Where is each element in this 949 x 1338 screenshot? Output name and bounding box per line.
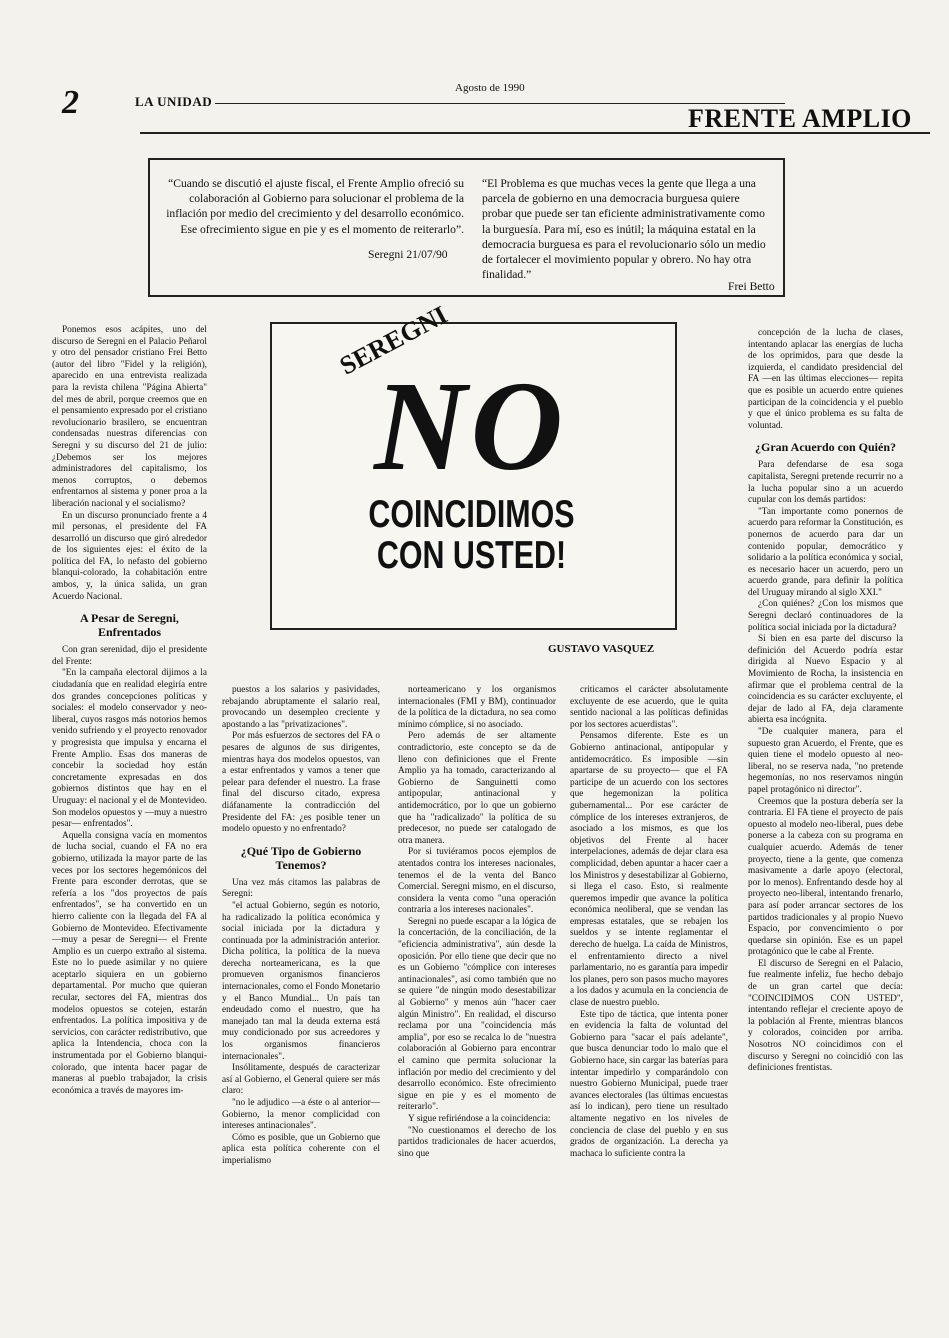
paragraph: Pero además de ser altamente contradictorio, este concepto se da de lleno con definiciones que el Frente Amplio ya ha tomado, caracterizando al Gobierno de Sanguinetti como antipopular, antinacional y antidemocrático, por lo que un gobierno que ha "radicalizado" la política de su predecesor, no puede ser catalogado de otra manera.: [398, 731, 556, 846]
paragraph: puestos a los salarios y pasividades, rebajando abruptamente el salario real, provocando un desempleo creciente y apostando a las "privatizaciones".: [222, 685, 380, 730]
article-column-2: [222, 685, 380, 1168]
page-number: 2: [62, 84, 79, 121]
paragraph: "Tan importante como ponernos de acuerdo para reformar la Constitución, es ponernos de acuerdo para dar un contenido popular, democrático y solidario a la política económica y social, es necesario hacer un acuerdo, pero un acuerdo grande, para definir la política del Uruguay mirando al siglo XXI.": [748, 506, 903, 598]
paragraph: criticamos el carácter absolutamente excluyente de ese acuerdo, que le quita sentido nacional a las políticas definidas por los sectores acuerdistas".: [570, 685, 728, 730]
quote-betto-attribution: Frei Betto: [728, 280, 775, 293]
issue-date: Agosto de 1990: [455, 82, 525, 94]
headline-subline: [314, 494, 628, 576]
paragraph: Seregni no puede escapar a la lógica de la concertación, de la conciliación, de la "eficiencia administrativa", aún desde la oposición. Por ello tiene que decir que no es un Gobierno "cómplice con intereses antinacionales", así como también que no se quiere "de ningún modo desestabilizar al Gobierno" y menos aún "hacer caer algún Ministro". En realidad, el discurso reclama por una "coincidencia más amplia", por eso se recalca lo de "nuestra colaboración al Gobierno para encontrar el camino que permita solucionar la inflación por medio del crecimiento y del desarrollo económico. Este ofrecimiento sigue en pie y es el momento de reiterarlo".: [398, 916, 556, 1113]
quote-betto: “El Problema es que muchas veces la gente que llega a una parcela de gobierno en una democracia burguesa quiere probar que puede ser tan eficiente administrativamente como la burguesía. Para mí, eso es inútil; la máquina estatal en la democracia burguesa es para el revolucionario sólo un medio de fortalecer el movimiento popular y obrero. No hay otra finalidad.”: [482, 177, 766, 282]
article-column-1: [52, 325, 207, 1097]
headline-line-3: CON USTED!: [376, 534, 567, 577]
paragraph: "De cualquier manera, para el supuesto gran Acuerdo, el Frente, que es quien tiene el modelo opuesto al neo-liberal, no se reserva nada, "no pretende hegemonías, no nos reservamos ningún papel protagónico ni director".: [748, 727, 903, 795]
paragraph: Cómo es posible, que un Gobierno que aplica esta política coherente con el imperialismo: [222, 1132, 380, 1166]
newspaper-name: LA UNIDAD: [135, 94, 213, 109]
paragraph: "el actual Gobierno, según es notorio, ha radicalizado la política económica y social iniciada por la dictadura y continuada por la administración anterior. Dicha política, la política de la nueva derecha norteamericana, es la que promueven organismos financieros internacionales, como el Fondo Monetario y el Banco Mundial... Un país tan endeudado como el nuestro, que ha manejado tan mal la deuda externa está muy condicionado por sus acreedores y los organismos financieros internacionales".: [222, 900, 380, 1062]
paragraph: Ponemos esos acápites, uno del discurso de Seregni en el Palacio Peñarol y otro del pensador cristiano Frei Betto (autor del libro "Fidel y la religión), aparecido en una entrevista realizada para la revista chilena "Página Abierta" del mes de abril, porque creemos que en el pensamiento expresado por el cristiano revolucionario brasilero, se encuentran condensadas nuestras diferencias con Seregni y su discurso del 21 de julio: ¿Debemos ser los mejores administradores del capitalismo, los menos corruptos, o debemos enfrentarnos al sistema y poner proa a la liberación nacional y el socialismo?: [52, 325, 207, 509]
paragraph: Por más esfuerzos de sectores del FA o pesares de algunos de sus dirigentes, mientras haya dos modelos opuestos, van a estar enfrentados y vamos a tener que pelear para defender el nuestro. La frase final del discurso citado, expresa diáfanamente la contradicción del Presidente del FA: ¿es posible tener un modelo opuesto y no enfrentado?: [222, 731, 380, 835]
paragraph: Y sigue refiriéndose a la coincidencia:: [408, 1113, 551, 1124]
paragraph: Pensamos diferente. Este es un Gobierno antinacional, antipopular y antidemocrático. Es imposible —sin apartarse de su proyecto— que el FA participe de un acuerdo con los sectores que hegemonizan la política gubernamental... Por ese carácter de cómplice de los intereses extranjeros, de asociado a los mismos, es que los objetivos del Frente al hacer interpelaciones, además de dejar clara esa complicidad, deben apuntar a hacer caer a los Ministros y desestabilizar al Gobierno, si llega el caso. Esto, si realmente queremos impedir que avance la política económica neoliberal, que se vendan las empresas estatales, que se rebajen los sueldos y se intente reglamentar el derecho de huelga. La caída de Ministros, el enfrentamiento directo a nivel parlamentario, no es garantía para impedir los planes, pero son pasos mucho mayores a los dados y acumula en la conciencia de clase de nuestro pueblo.: [570, 731, 728, 1009]
paragraph: "No cuestionamos el derecho de los partidos tradicionales de hacer acuerdos, sino que: [398, 1125, 556, 1159]
author-byline: GUSTAVO VASQUEZ: [548, 643, 655, 655]
headline-line-2: COINCIDIMOS: [368, 493, 575, 536]
paragraph: Para defendarse de esa soga capitalista, Seregni pretende recurrir no a la lucha popular sino a un acuerdo cupular con los demás partidos:: [748, 460, 903, 506]
paragraph: "En la campaña electoral dijimos a la ciudadanía que en realidad elegiría entre dos grandes concepciones políticas y sociales: el modelo conservador y neo-liberal, cuyos rasgos más notorios hemos venido sufriendo y el proyecto renovador y progresista que impulsa y encarna el Frente Amplio. Esas dos maneras de concebir la sociedad hoy están concretamente expresadas en dos gobiernos distintos que hay en el Uruguay: el nacional y el de Montevideo. Son modelos opuestos y —muy a nuestro pesar— enfrentados".: [52, 668, 207, 830]
section-rule: [140, 132, 930, 134]
paragraph: "no le adjudico —a éste o al anterior— Gobierno, la menor complicidad con intereses antinacionales".: [222, 1098, 380, 1132]
subheading: ¿Qué Tipo de Gobierno Tenemos?: [240, 843, 362, 872]
quote-seregni: “Cuando se discutió el ajuste fiscal, el Frente Amplio ofreció su colaboración al Gobierno para solucionar el problema de la inflación por medio del crecimiento y del desarrollo económico. Ese ofrecimiento sigue en pie y es el momento de reiterarlo”.: [166, 177, 464, 236]
paragraph: Una vez más citamos las palabras de Seregni:: [222, 877, 380, 900]
paragraph: Creemos que la postura debería ser la contraria. El FA tiene el proyecto de país opuesto al modelo neo-liberal, pues debe ponerse a la cabeza con su programa en cualquier acuerdo. Además de tener proyecto, tiene a la gente, que comenza masivamente a darle apoyo (electoral, por lo menos). Enfrentando desde hoy al proyecto neo-liberal, intentando frenarlo, para así poder arrancar sectores de los partidos tradicionales y al propio Nuevo Espacio, por convencimiento o por quedarse sin opinión. Ese es un papel protagónico que le cabe al Frente.: [748, 796, 903, 958]
article-column-4: [570, 685, 728, 1160]
subheading: A Pesar de Seregni, Enfrentados: [80, 611, 179, 640]
section-title: FRENTE AMPLIO: [688, 104, 912, 133]
paragraph: norteamericano y los organismos internacionales (FMI y BM), continuador de la política de la dictadura, no sea como mínimo cómplice, si no asociado.: [398, 685, 556, 730]
paragraph: Insólitamente, después de caracterizar así al Gobierno, el General quiere ser más claro:: [222, 1063, 380, 1097]
paragraph: Aquella consigna vacía en momentos de lucha social, cuando el FA no era gobierno, utilizada la mayor parte de las veces por los sectores hegemónicos del Frente para esconder derrotas, que se refería a los "dos proyectos de país enfrentados", se ha convertido en un hierro caliente con la llegada del FA al Gobierno de Montevideo. Efectivamente —muy a pesar de Seregni— el Frente Amplio es un cuerpo extraño al sistema. Este no lo puede asimilar y no quiere aceptarlo siquiera en un gobierno departamental. Por mucho que quieran recular, sectores del FA, mientras dos modelos opuestos se cotejen, estarán enfrentados. La política impositiva y de servicios, con carácter redistributivo, que aplica la Intendencia, choca con la instrumentada por el Gobierno blanqui-colorado, que intenta hacer pagar de maneras al pueblo trabajador, la crisis económica a través de mayores im-: [52, 830, 207, 1096]
paragraph: En un discurso pronunciado frente a 4 mil personas, el presidente del FA desarrolló un discurso que giró alrededor de los siguientes ejes: el éxito de la política del FA, lo nefasto del gobierno blanqui-colorado, la cohabitación entre ambos, y, la única salida, un gran Acuerdo Nacional.: [52, 510, 207, 602]
subheading: ¿Gran Acuerdo con Quién?: [754, 440, 896, 455]
article-column-3: [398, 685, 556, 1160]
headline-main: NO: [374, 355, 567, 497]
article-column-5: [748, 328, 903, 1075]
quote-seregni-attribution: Seregni 21/07/90: [368, 248, 448, 261]
paragraph: Este tipo de táctica, que intenta poner en evidencia la falta de voluntad del Gobierno para "sacar el país adelante", que busca denunciar todo lo malo que el Gobierno hace, sin cargar las baterías para intentar impedirlo y comparándolo con nuestro Gobierno Municipal, puede traer avances electorales (las últimas encuestas así lo indican), pero tiene un resultado altamente negativo en los niveles de conciencia de clase del pueblo y en sus grados de organización. La derecha ya machaca lo suficiente contra la: [570, 1009, 728, 1159]
headline-kicker: SEREGNI: [335, 300, 452, 381]
paragraph: Si bien en esa parte del discurso la definición del Acuerdo podría estar dirigida al Nuevo Espacio y al Movimiento de Rocha, la insistencia en afirmar que el problema central de la coincidencia es su carácter excluyente, el dejar de lado al FA, deja claramente abierta esa incógnita.: [748, 634, 903, 726]
paragraph: Por si tuviéramos pocos ejemplos de atentados contra los intereses nacionales, tenemos el de la venta del Banco Comercial. Seregni mismo, en el discurso, considera la venta como "una operación contraria a los intereses nacionales".: [398, 847, 556, 916]
paragraph: El discurso de Seregni en el Palacio, fue realmente infeliz, fue hecho debajo de un gran cartel que decía: "COINCIDIMOS CON USTED", intentando reflejar el creciente apoyo de la población al Frente, mientras blancos y colorados, coinciden por arriba. Nosotros NO coincidimos con el discurso y Seregni no coincidió con las definiciones frentistas.: [748, 958, 903, 1074]
paragraph: Con gran serenidad, dijo el presidente del Frente:: [52, 645, 207, 667]
paragraph: concepción de la lucha de clases, intentando aplacar las energías de lucha de los oprimidos, para que desde la izquierda, el candidato presidencial del FA —en las últimas elecciones— repita que es posible un acuerdo entre quienes participan de la coincidencia y el pueblo y que el único problema es su falta de voluntad.: [748, 328, 903, 431]
paragraph: ¿Con quiénes? ¿Con los mismos que Seregni declaró continuadores de la política social iniciada por la dictadura?: [748, 599, 903, 633]
